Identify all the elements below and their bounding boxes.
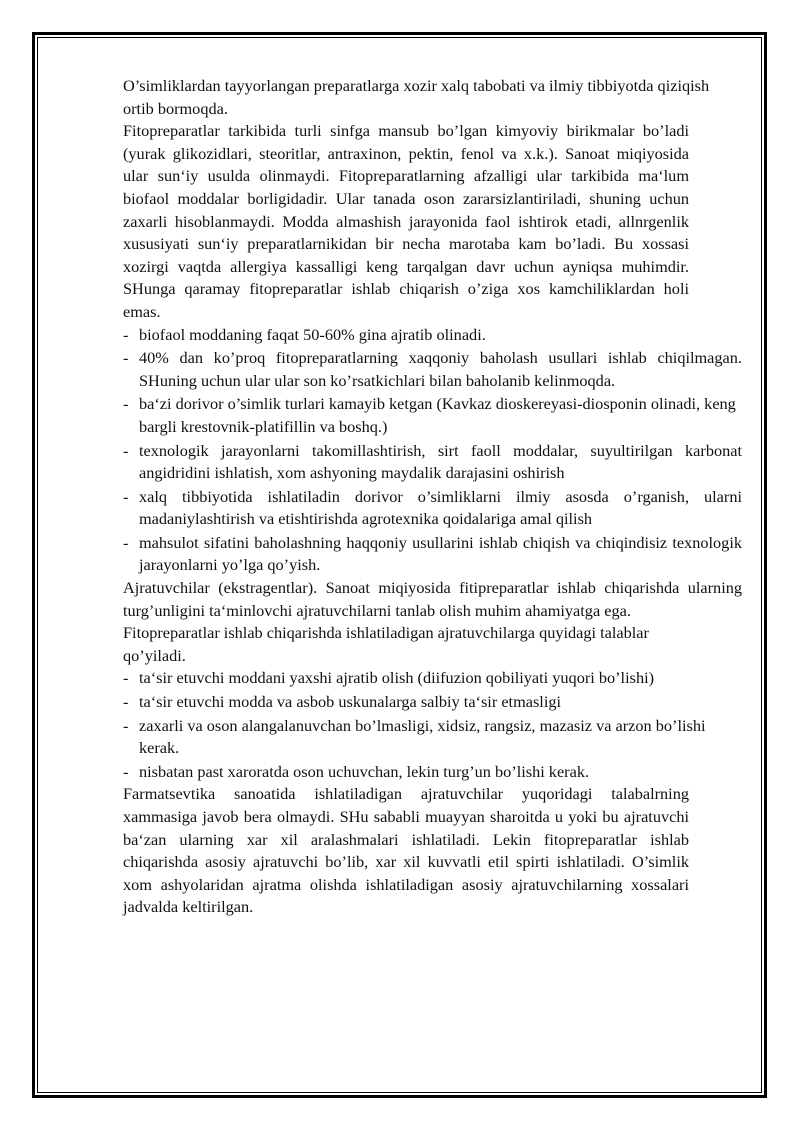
extragents-paragraph: Ajratuvchilar (ekstragentlar). Sanoat miqiyosida fitipreparatlar ishlab chiqarishda ularning turg’unligini ta‘minlovchi ajratuvchilarni tanlab olish muhim ahamiyatga ega. (123, 578, 742, 620)
shortcomings-list (123, 324, 742, 578)
document-body (123, 75, 742, 919)
list-item: - zaxarli va oson alangalanuvchan bo’lmasligi, xidsiz, rangsiz, mazasiz va arzon bo’lishi kerak. (123, 715, 706, 758)
list-item: - ta‘sir etuvchi modda va asbob uskunalarga salbiy ta‘sir etmasligi (123, 692, 562, 712)
fitopreparat-composition-paragraph: Fitopreparatlar tarkibida turli sinfga mansub bo’lgan kimyoviy birikmalar bo’ladi (yurak glikozidlari, steoritlar, antraxinon, pektin, fenol va x.k.). Sanoat miqiyosida ular sun‘iy usulda olinmaydi. Fitopreparatlarning afzalligi ular tarkibida ma‘lum biofaol moddalar borligidadir. Ular tanada oson zararsizlantiriladi, shuning uchun zaxarli hisoblanmaydi. Modda almashish jarayonida faol ishtirok etadi, allnrgenlik xususiyati sun‘iy preparatlarnikidan bir necha marotaba kam bo’ladi. Bu xossasi xozirgi vaqtda allergiya kassalligi keng tarqalgan davr uchun ayniqsa muhimdir. SHunga qaramay fitopreparatlar ishlab chiqarish o’ziga xos kamchiliklardan holi emas. (123, 121, 689, 321)
list-item: - ba‘zi dorivor o’simlik turlari kamayib ketgan (Kavkaz dioskereyasi-diosponin olinadi, keng bargli krestovnik-platifillin va boshq.) (123, 394, 736, 436)
list-item: - biofaol moddaning faqat 50-60% gina ajratib olinadi. (123, 324, 486, 344)
list-item: - texnologik jarayonlarni takomillashtirish, sirt faoll moddalar, suyultirilgan karbonat angidridini ishlatish, xom ashyoning maydalik darajasini oshirish (123, 440, 742, 483)
list-item: - mahsulot sifatini baholashning haqqoniy usullarini ishlab chiqish va chiqindisiz texnologik jarayonlarni yo’lga qo’yish. (123, 532, 742, 575)
list-item: - ta‘sir etuvchi moddani yaxshi ajratib olish (diifuzion qobiliyati yuqori bo’lishi) (123, 668, 655, 688)
pharmaceutical-industry-paragraph: Farmatsevtika sanoatida ishlatiladigan ajratuvchilar yuqoridagi talabalrning xammasiga javob bera olmaydi. SHu sababli muayyan sharoitda u yoki bu ajratuvchi ba‘zan ularning xar xil aralashmalari ishlatiladi. Lekin fitopreparatlar ishlab chiqarishda asosiy ajratuvchi bo’lib, xar xil kuvvatli etil spirti ishlatiladi. O’simlik xom ashyolaridan ajratma olishda ishlatiladigan asosiy ajratuvchilarning xossalari jadvalda keltirilgan. (123, 784, 689, 917)
requirements-list (123, 667, 742, 783)
list-item: - nisbatan past xaroratda oson uchuvchan, lekin turg’un bo’lishi kerak. (123, 761, 590, 781)
list-item: - 40% dan ko’proq fitopreparatlarning xaqqoniy baholash usullari ishlab chiqilmagan. SHuning uchun ular ular son ko’rsatkichlari bilan baholanib kelinmoqda. (123, 348, 742, 390)
intro-paragraph: O’simliklardan tayyorlangan preparatlarga xozir xalq tabobati va ilmiy tibbiyotda qiziqish ortib bormoqda. (123, 76, 710, 118)
requirements-intro-paragraph: Fitopreparatlar ishlab chiqarishda ishlatiladigan ajratuvchilarga quyidagi talablar qo’yiladi. (123, 623, 649, 665)
list-item: - xalq tibbiyotida ishlatiladin dorivor o’simliklarni ilmiy asosda o’rganish, ularni madaniylashtirish va etishtirishda agrotexnika qoidalariga amal qilish (123, 486, 742, 529)
